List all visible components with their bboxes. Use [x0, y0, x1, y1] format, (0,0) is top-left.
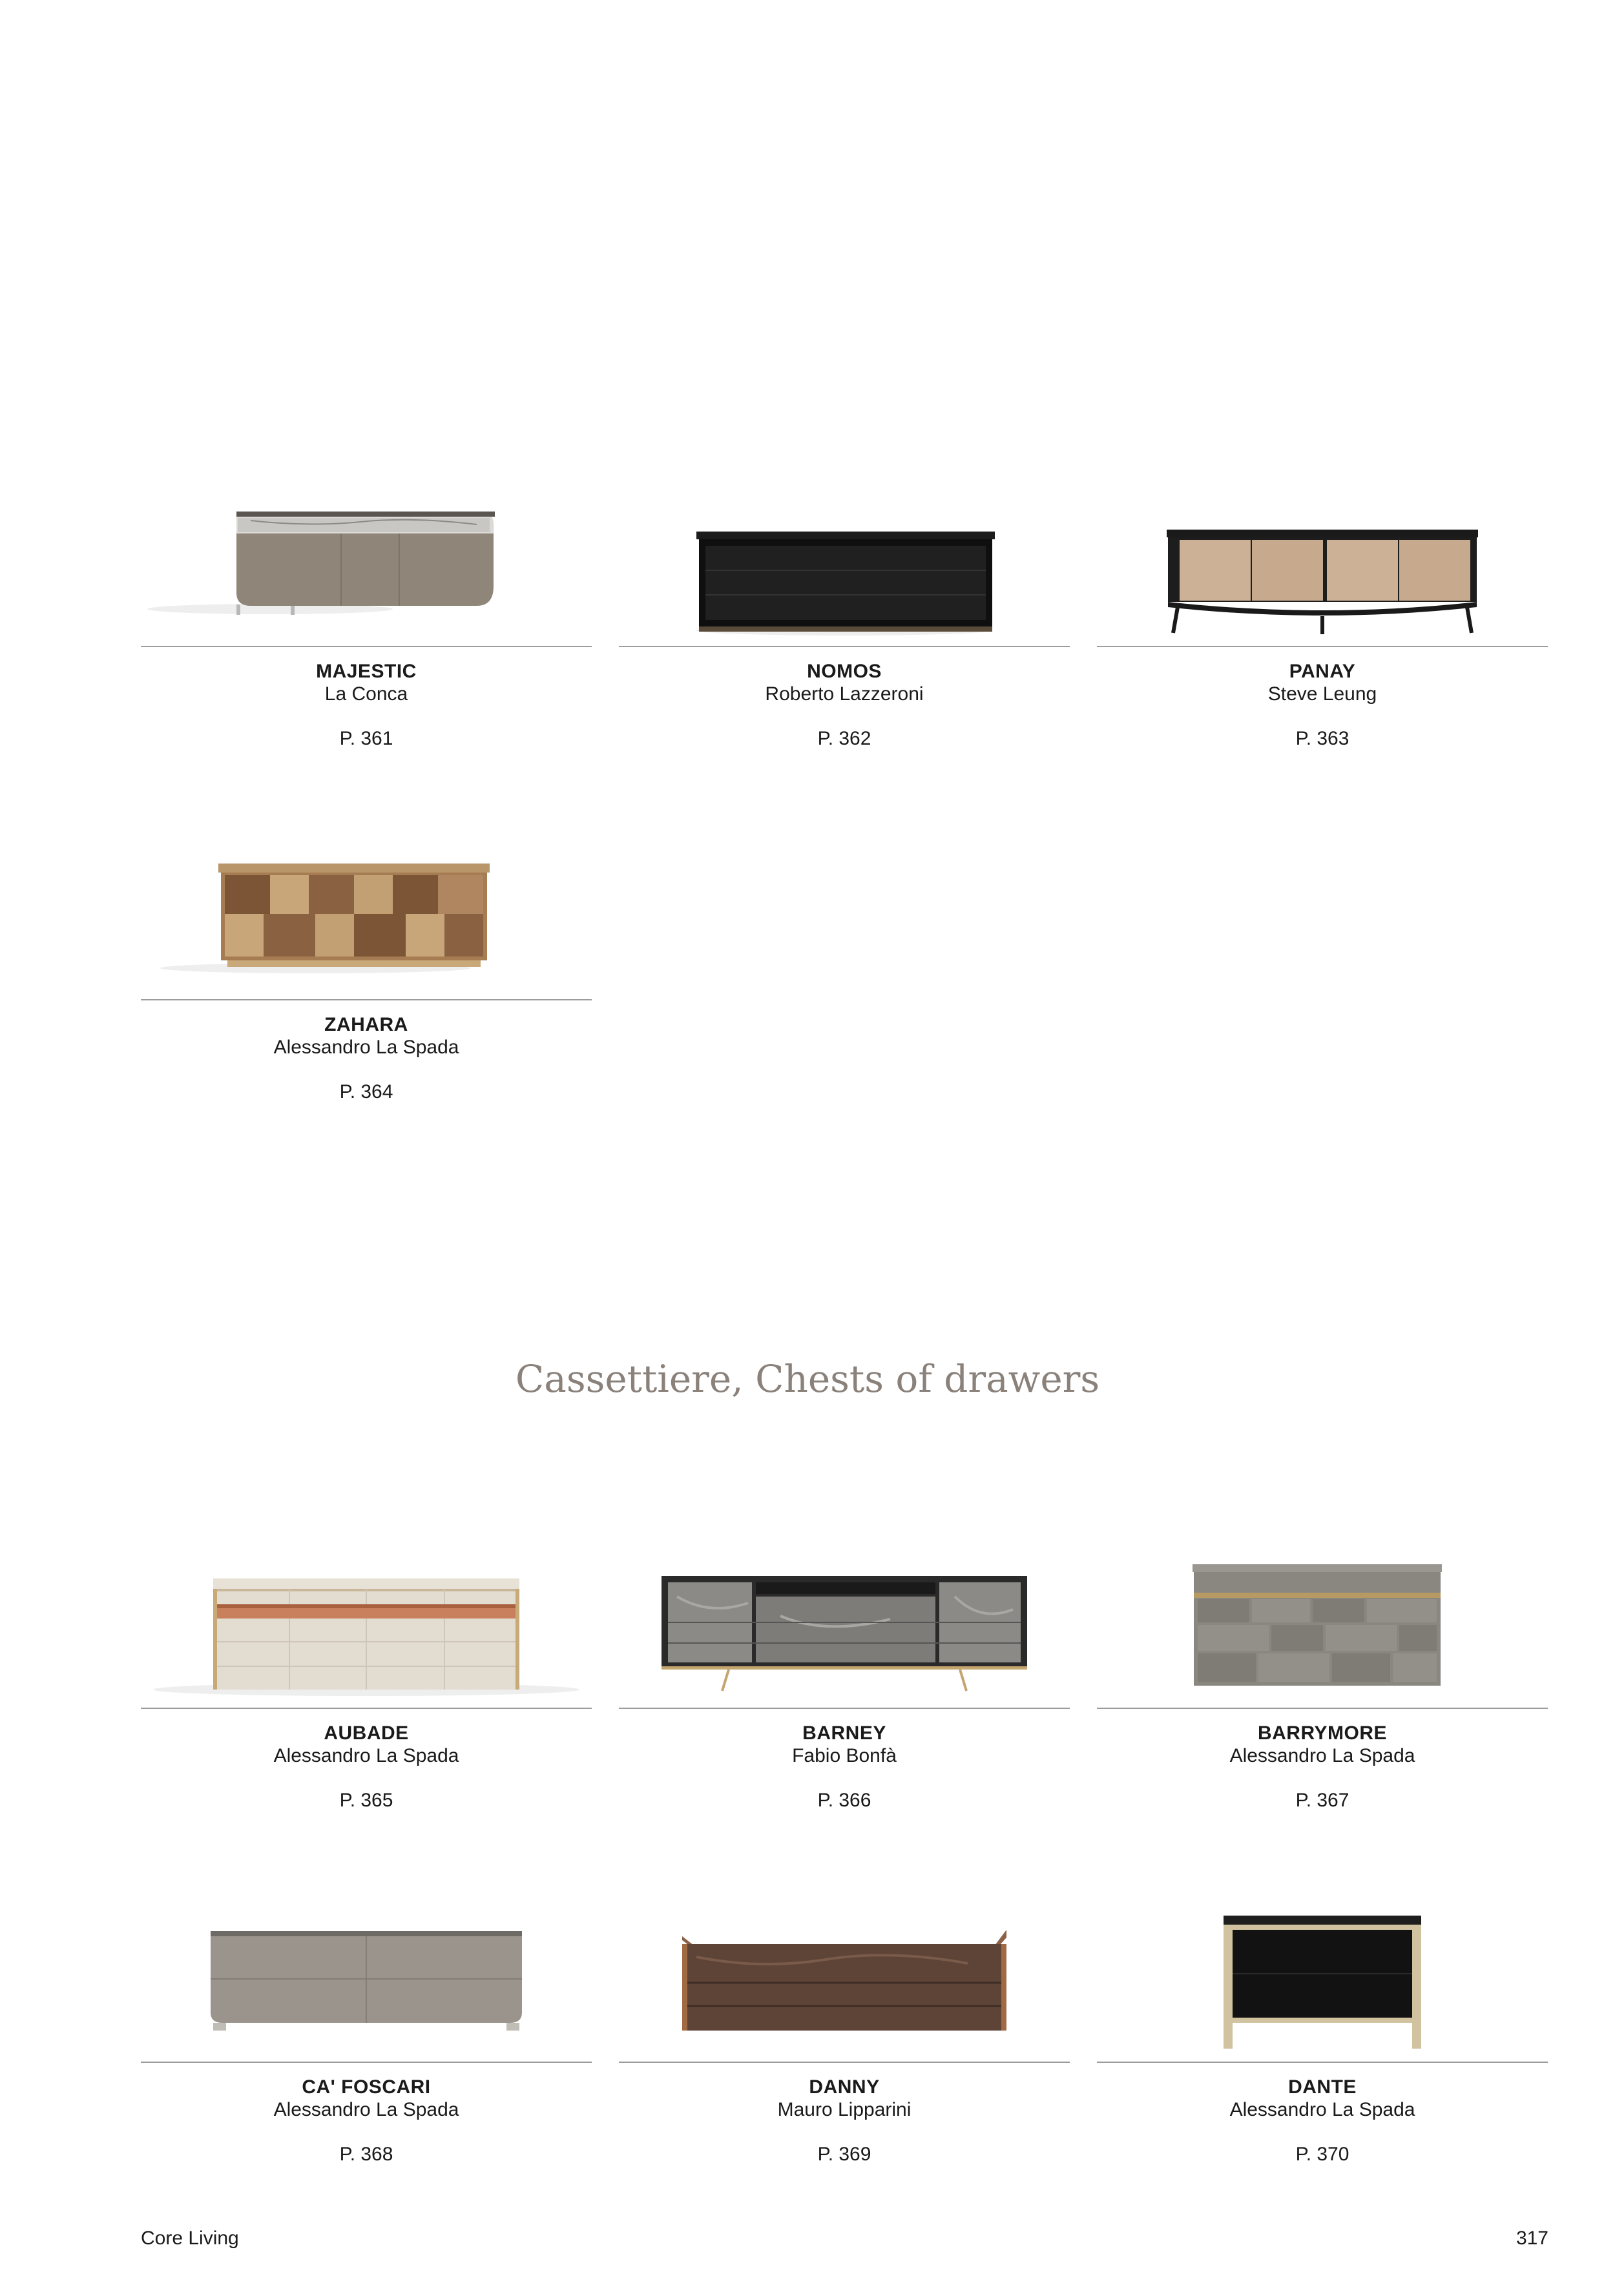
- product-page-ref: P. 365: [339, 1790, 393, 1811]
- product-name: NOMOS: [807, 661, 882, 682]
- divider: [1097, 646, 1548, 647]
- product-image-majestic: [141, 496, 592, 646]
- product-name: BARRYMORE: [1257, 1722, 1388, 1744]
- divider: [1097, 2062, 1548, 2063]
- product-card-ca-foscari[interactable]: [141, 1912, 592, 2183]
- product-designer: Alessandro La Spada: [273, 1037, 459, 1058]
- product-designer: La Conca: [324, 683, 408, 705]
- product-card-barrymore[interactable]: [1097, 1558, 1548, 1829]
- product-name: CA' FOSCARI: [302, 2076, 431, 2098]
- product-card-nomos[interactable]: [619, 496, 1070, 767]
- product-name: BARNEY: [802, 1722, 886, 1744]
- product-designer: Roberto Lazzeroni: [765, 683, 924, 705]
- product-card-danny[interactable]: [619, 1912, 1070, 2183]
- product-card-majestic[interactable]: [141, 496, 592, 767]
- divider: [141, 999, 592, 1000]
- product-image-barrymore: [1097, 1558, 1548, 1708]
- page-number: 317: [1516, 2228, 1548, 2249]
- divider: [141, 646, 592, 647]
- product-image-panay: [1097, 496, 1548, 646]
- product-page-ref: P. 366: [817, 1790, 871, 1811]
- product-page-ref: P. 368: [339, 2144, 393, 2165]
- product-image-nomos: [619, 496, 1070, 646]
- product-page-ref: P. 361: [339, 728, 393, 749]
- product-image-barney: [619, 1558, 1070, 1708]
- product-designer: Alessandro La Spada: [273, 1745, 459, 1766]
- product-designer: Fabio Bonfà: [792, 1745, 897, 1766]
- product-card-panay[interactable]: [1097, 496, 1548, 767]
- product-page-ref: P. 362: [817, 728, 871, 749]
- divider: [1097, 1708, 1548, 1709]
- product-image-dante: [1097, 1912, 1548, 2062]
- product-image-aubade: [141, 1558, 592, 1708]
- product-designer: Alessandro La Spada: [1229, 1745, 1415, 1766]
- divider: [619, 2062, 1070, 2063]
- product-designer: Mauro Lipparini: [777, 2099, 912, 2120]
- divider: [141, 1708, 592, 1709]
- product-card-zahara[interactable]: [141, 849, 592, 1121]
- product-page-ref: P. 364: [339, 1081, 393, 1102]
- product-name: PANAY: [1289, 661, 1356, 682]
- product-name: MAJESTIC: [316, 661, 417, 682]
- product-image-ca-foscari: [141, 1912, 592, 2062]
- product-designer: Alessandro La Spada: [273, 2099, 459, 2120]
- product-designer: Alessandro La Spada: [1229, 2099, 1415, 2120]
- product-name: ZAHARA: [324, 1014, 408, 1035]
- product-page-ref: P. 369: [817, 2144, 871, 2165]
- product-page-ref: P. 363: [1295, 728, 1349, 749]
- product-image-danny: [619, 1912, 1070, 2062]
- product-name: DANNY: [809, 2076, 880, 2098]
- divider: [141, 2062, 592, 2063]
- product-card-barney[interactable]: [619, 1558, 1070, 1829]
- divider: [619, 646, 1070, 647]
- product-name: AUBADE: [324, 1722, 409, 1744]
- product-page-ref: P. 367: [1295, 1790, 1349, 1811]
- product-card-aubade[interactable]: [141, 1558, 592, 1829]
- product-designer: Steve Leung: [1267, 683, 1377, 705]
- footer-title: Core Living: [141, 2228, 239, 2249]
- product-card-dante[interactable]: [1097, 1912, 1548, 2183]
- product-image-zahara: [141, 849, 592, 999]
- divider: [619, 1708, 1070, 1709]
- product-name: DANTE: [1288, 2076, 1357, 2098]
- section-title: Cassettiere, Chests of drawers: [515, 1357, 1100, 1401]
- product-page-ref: P. 370: [1295, 2144, 1349, 2165]
